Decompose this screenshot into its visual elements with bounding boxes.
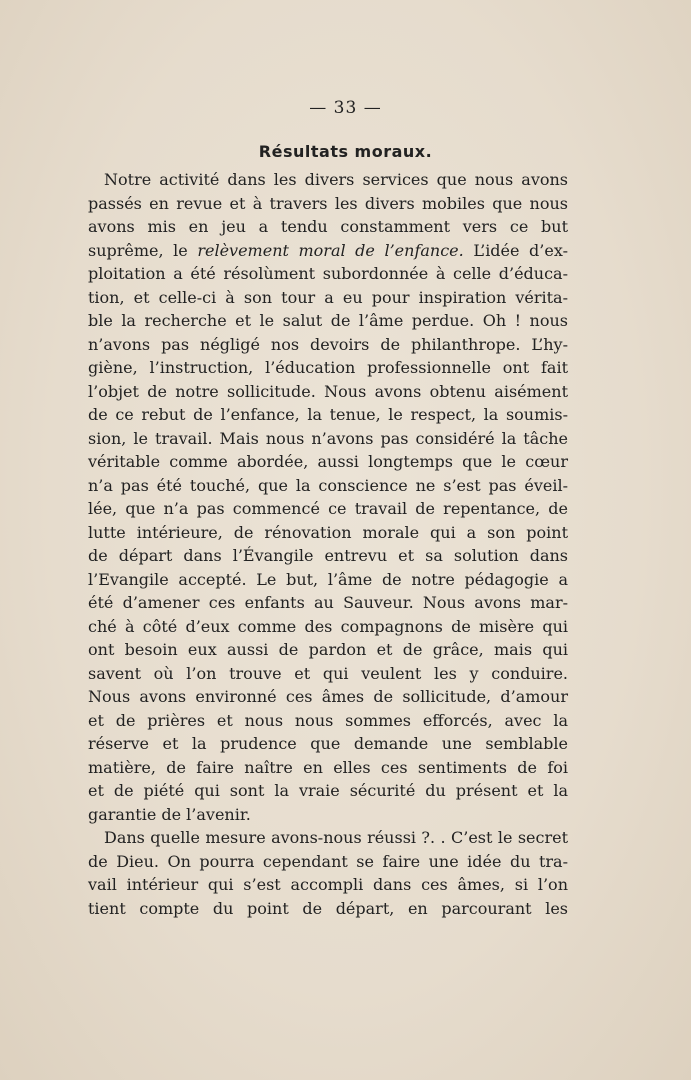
text-run: suprême, le — [88, 240, 188, 260]
text-line: véritable comme abordée, aussi longtemps que le cœur — [88, 452, 568, 471]
text-line: tion, et celle-ci à son tour a eu pour inspiration vérita- — [88, 287, 568, 307]
text-line: ble la recherche et le salut de l’âme perdue. Oh ! nous — [88, 311, 568, 330]
text-line: Notre activité dans les divers services que nous avons — [104, 170, 568, 189]
text-line: Nous avons environné ces âmes de sollicitude, d’amour — [88, 687, 568, 706]
page-number: — 33 — — [309, 98, 382, 118]
text-line: de départ dans l’Évangile entrevu et sa solution dans — [88, 546, 568, 565]
text-line: Dans quelle mesure avons-nous réussi ?. . C’est le secret — [104, 828, 568, 847]
italic-phrase: relèvement moral de l’enfance. — [197, 240, 464, 260]
text-line: sion, le travail. Mais nous n’avons pas considéré la tâche — [88, 428, 568, 448]
text-line: ché à côté d’eux comme des compagnons de misère qui — [88, 616, 568, 636]
text-line: ploitation a été résolùment subordonnée à celle d’éduca- — [88, 264, 568, 283]
text-line: de ce rebut de l’enfance, la tenue, le respect, la soumis- — [88, 405, 568, 424]
body-text — [88, 168, 568, 920]
text-line: lutte intérieure, de rénovation morale qui a son point — [88, 522, 568, 542]
text-line: n’avons pas négligé nos devoirs de philanthrope. L’hy- — [88, 334, 568, 354]
text-line: n’a pas été touché, que la conscience ne s’est pas éveil- — [88, 475, 568, 495]
section-heading: Résultats moraux. — [258, 142, 433, 161]
text-line: passés en revue et à travers les divers mobiles que nous — [88, 193, 568, 213]
text-line: été d’amener ces enfants au Sauveur. Nous avons mar- — [88, 593, 568, 612]
text-line: l’objet de notre sollicitude. Nous avons obtenu aisément — [88, 381, 568, 401]
text-line: ont besoin eux aussi de pardon et de grâce, mais qui — [88, 640, 568, 659]
text-line: et de prières et nous nous sommes efforcés, avec la — [88, 710, 568, 730]
text-line: l’Evangile accepté. Le but, l’âme de notre pédagogie a — [88, 569, 568, 589]
text-line: tient compte du point de départ, en parcourant les — [88, 898, 568, 918]
text-line: giène, l’instruction, l’éducation professionnelle ont fait — [88, 358, 568, 377]
text-line: réserve et la prudence que demande une semblable — [88, 734, 568, 753]
text-line: avons mis en jeu a tendu constamment vers ce but — [88, 217, 568, 236]
text-line: savent où l’on trouve et qui veulent les y conduire. — [88, 663, 568, 683]
text-line: vail intérieur qui s’est accompli dans ces âmes, si l’on — [88, 875, 568, 894]
text-line — [88, 239, 568, 263]
text-run: L’idée d’ex- — [473, 240, 569, 260]
text-line: garantie de l’avenir. — [88, 804, 251, 824]
text-line: et de piété qui sont la vraie sécurité du présent et la — [88, 781, 568, 800]
text-line: de Dieu. On pourra cependant se faire une idée du tra- — [88, 851, 568, 871]
text-line: lée, que n’a pas commencé ce travail de repentance, de — [88, 499, 568, 518]
text-line: matière, de faire naître en elles ces sentiments de foi — [88, 757, 568, 777]
